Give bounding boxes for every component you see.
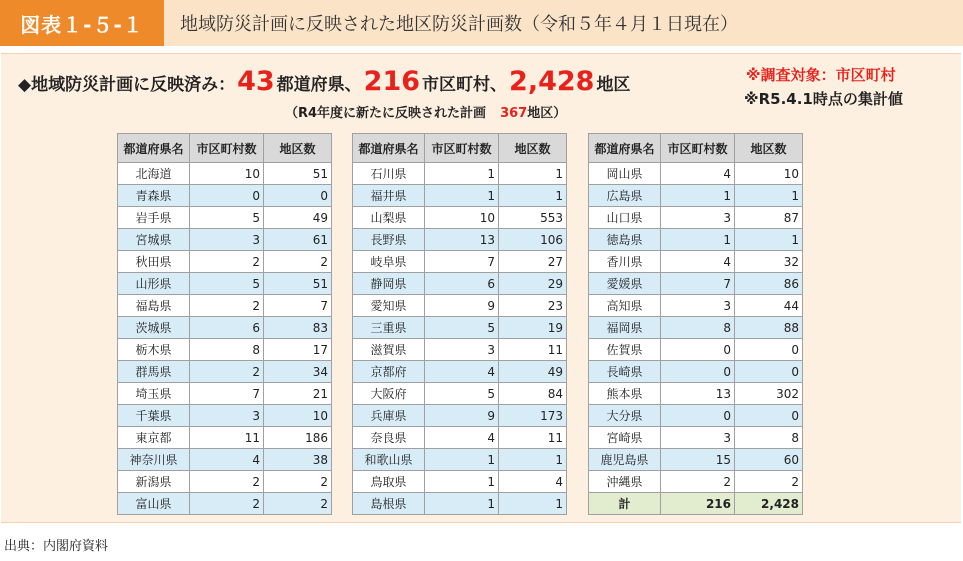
prefecture-cell: 秋田県 [118, 251, 190, 273]
table-row [118, 339, 332, 361]
prefecture-cell: 長野県 [353, 229, 425, 251]
prefecture-table-2 [352, 133, 567, 515]
municipality-count-cell: 2 [190, 295, 264, 317]
table-row [589, 449, 803, 471]
prefecture-cell: 三重県 [353, 317, 425, 339]
municipality-count-cell: 7 [661, 273, 735, 295]
district-count-cell: 1 [499, 449, 567, 471]
municipality-count-cell: 0 [661, 361, 735, 383]
district-count-cell: 49 [264, 207, 332, 229]
district-count-cell: 2 [264, 471, 332, 493]
prefecture-cell: 福島県 [118, 295, 190, 317]
prefecture-cell: 愛知県 [353, 295, 425, 317]
prefecture-table-1 [117, 133, 332, 515]
header-municipality-count: 市区町村数 [661, 134, 735, 163]
prefecture-count: 43 [237, 66, 275, 97]
prefecture-cell: 埼玉県 [118, 383, 190, 405]
district-count-cell: 84 [499, 383, 567, 405]
prefecture-cell: 茨城県 [118, 317, 190, 339]
municipality-count-cell: 6 [190, 317, 264, 339]
prefecture-cell: 福岡県 [589, 317, 661, 339]
table-row [589, 273, 803, 295]
header-prefecture: 都道府県名 [589, 134, 661, 163]
prefecture-cell: 熊本県 [589, 383, 661, 405]
prefecture-cell: 滋賀県 [353, 339, 425, 361]
district-count-cell: 1 [499, 163, 567, 185]
district-count-cell: 61 [264, 229, 332, 251]
survey-target-note: ※調査対象：市区町村 [746, 66, 896, 84]
municipality-count-cell: 1 [425, 471, 499, 493]
municipality-count-cell: 5 [190, 207, 264, 229]
table-row [353, 295, 567, 317]
municipality-count-cell: 3 [661, 427, 735, 449]
table-row [118, 317, 332, 339]
table-row [353, 361, 567, 383]
summary-subnote [285, 102, 566, 121]
municipality-count-cell: 3 [190, 405, 264, 427]
table-header-row [353, 134, 567, 163]
municipality-count-cell: 7 [425, 251, 499, 273]
municipality-count-cell: 5 [425, 383, 499, 405]
municipality-count-cell: 10 [425, 207, 499, 229]
prefecture-cell: 富山県 [118, 493, 190, 515]
district-count-cell: 2 [735, 471, 803, 493]
as-of-date-note: ※R5.4.1時点の集計値 [744, 90, 903, 108]
district-unit: 地区 [596, 75, 631, 95]
municipality-count-cell: 7 [190, 383, 264, 405]
table-row [118, 207, 332, 229]
municipality-count-cell: 8 [190, 339, 264, 361]
municipality-count-cell: 1 [425, 185, 499, 207]
table-row [353, 163, 567, 185]
municipality-count-cell: 0 [190, 185, 264, 207]
table-row [589, 427, 803, 449]
district-count-cell: 19 [499, 317, 567, 339]
prefecture-table-3 [588, 133, 803, 515]
header-district-count: 地区数 [735, 134, 803, 163]
header-municipality-count: 市区町村数 [190, 134, 264, 163]
district-count-cell: 38 [264, 449, 332, 471]
prefecture-cell: 和歌山県 [353, 449, 425, 471]
table-row [353, 449, 567, 471]
table-row [118, 163, 332, 185]
prefecture-cell: 鹿児島県 [589, 449, 661, 471]
table-row [589, 251, 803, 273]
summary-line [18, 66, 630, 97]
total-district-cell: 2,428 [735, 493, 803, 515]
prefecture-cell: 岡山県 [589, 163, 661, 185]
header-prefecture: 都道府県名 [353, 134, 425, 163]
prefecture-cell: 神奈川県 [118, 449, 190, 471]
prefecture-cell: 北海道 [118, 163, 190, 185]
district-count-cell: 86 [735, 273, 803, 295]
district-count-cell: 1 [499, 493, 567, 515]
municipality-count-cell: 0 [661, 405, 735, 427]
prefecture-unit: 都道府県、 [276, 75, 362, 95]
prefecture-cell: 徳島県 [589, 229, 661, 251]
table-row [589, 383, 803, 405]
table-row [353, 493, 567, 515]
table-row [118, 361, 332, 383]
table-row [353, 229, 567, 251]
table-row [118, 185, 332, 207]
municipality-count-cell: 11 [190, 427, 264, 449]
municipality-count-cell: 9 [425, 405, 499, 427]
prefecture-cell: 広島県 [589, 185, 661, 207]
district-count-cell: 8 [735, 427, 803, 449]
table-row [589, 163, 803, 185]
district-count-cell: 32 [735, 251, 803, 273]
municipality-count-cell: 2 [190, 471, 264, 493]
district-count: 2,428 [509, 66, 595, 97]
prefecture-cell: 長崎県 [589, 361, 661, 383]
district-count-cell: 49 [499, 361, 567, 383]
municipality-count-cell: 13 [425, 229, 499, 251]
table-row [589, 471, 803, 493]
table-row [589, 185, 803, 207]
table-row [353, 317, 567, 339]
municipality-count-cell: 9 [425, 295, 499, 317]
municipality-count: 216 [363, 66, 421, 97]
district-count-cell: 29 [499, 273, 567, 295]
district-count-cell: 83 [264, 317, 332, 339]
municipality-count-cell: 4 [661, 163, 735, 185]
table-row [118, 405, 332, 427]
total-row [589, 493, 803, 515]
table-row [353, 251, 567, 273]
municipality-count-cell: 4 [661, 251, 735, 273]
district-count-cell: 2 [264, 493, 332, 515]
district-count-cell: 4 [499, 471, 567, 493]
prefecture-cell: 栃木県 [118, 339, 190, 361]
prefecture-cell: 東京都 [118, 427, 190, 449]
municipality-count-cell: 5 [190, 273, 264, 295]
table-row [589, 295, 803, 317]
table-row [589, 317, 803, 339]
prefecture-cell: 愛媛県 [589, 273, 661, 295]
table-row [353, 339, 567, 361]
table-row [589, 339, 803, 361]
municipality-count-cell: 3 [190, 229, 264, 251]
district-count-cell: 17 [264, 339, 332, 361]
municipality-count-cell: 2 [190, 361, 264, 383]
district-count-cell: 27 [499, 251, 567, 273]
prefecture-cell: 山口県 [589, 207, 661, 229]
header-bar [0, 0, 963, 46]
municipality-count-cell: 0 [661, 339, 735, 361]
prefecture-cell: 香川県 [589, 251, 661, 273]
figure-number-badge: 図表１-５-１ [0, 0, 164, 46]
prefecture-cell: 岩手県 [118, 207, 190, 229]
header-municipality-count: 市区町村数 [425, 134, 499, 163]
district-count-cell: 23 [499, 295, 567, 317]
table-row [353, 427, 567, 449]
prefecture-cell: 山形県 [118, 273, 190, 295]
prefecture-cell: 山梨県 [353, 207, 425, 229]
table-row [118, 251, 332, 273]
page-title: 地域防災計画に反映された地区防災計画数（令和５年４月１日現在） [180, 14, 738, 35]
municipality-count-cell: 2 [190, 493, 264, 515]
prefecture-cell: 鳥取県 [353, 471, 425, 493]
district-count-cell: 60 [735, 449, 803, 471]
municipality-count-cell: 15 [661, 449, 735, 471]
table-row [353, 471, 567, 493]
municipality-count-cell: 10 [190, 163, 264, 185]
district-count-cell: 11 [499, 339, 567, 361]
municipality-count-cell: 3 [425, 339, 499, 361]
district-count-cell: 0 [735, 361, 803, 383]
district-count-cell: 1 [735, 185, 803, 207]
district-count-cell: 11 [499, 427, 567, 449]
prefecture-cell: 大阪府 [353, 383, 425, 405]
table-row [353, 383, 567, 405]
municipality-count-cell: 1 [425, 163, 499, 185]
table-row [353, 185, 567, 207]
municipality-unit: 市区町村、 [422, 75, 508, 95]
table-row [118, 273, 332, 295]
prefecture-cell: 島根県 [353, 493, 425, 515]
district-count-cell: 87 [735, 207, 803, 229]
table-row [353, 273, 567, 295]
table-row [589, 361, 803, 383]
subnote-text: （R4年度に新たに反映された計画 [285, 106, 487, 121]
table-row [118, 427, 332, 449]
district-count-cell: 302 [735, 383, 803, 405]
district-count-cell: 106 [499, 229, 567, 251]
table-header-row [118, 134, 332, 163]
district-count-cell: 553 [499, 207, 567, 229]
prefecture-cell: 静岡県 [353, 273, 425, 295]
municipality-count-cell: 5 [425, 317, 499, 339]
prefecture-cell: 福井県 [353, 185, 425, 207]
prefecture-cell: 京都府 [353, 361, 425, 383]
municipality-count-cell: 2 [661, 471, 735, 493]
municipality-count-cell: 6 [425, 273, 499, 295]
table-row [589, 207, 803, 229]
table-row [589, 405, 803, 427]
prefecture-cell: 奈良県 [353, 427, 425, 449]
municipality-count-cell: 2 [190, 251, 264, 273]
municipality-count-cell: 1 [661, 229, 735, 251]
district-count-cell: 0 [735, 339, 803, 361]
prefecture-cell: 石川県 [353, 163, 425, 185]
table-row [118, 493, 332, 515]
district-count-cell: 10 [735, 163, 803, 185]
district-count-cell: 1 [735, 229, 803, 251]
header-district-count: 地区数 [499, 134, 567, 163]
district-count-cell: 0 [735, 405, 803, 427]
subnote-unit: 地区） [527, 106, 567, 121]
table-row [589, 229, 803, 251]
prefecture-cell: 沖縄県 [589, 471, 661, 493]
municipality-count-cell: 3 [661, 207, 735, 229]
municipality-count-cell: 4 [425, 427, 499, 449]
table-header-row [589, 134, 803, 163]
district-count-cell: 173 [499, 405, 567, 427]
municipality-count-cell: 13 [661, 383, 735, 405]
prefecture-cell: 群馬県 [118, 361, 190, 383]
municipality-count-cell: 4 [190, 449, 264, 471]
municipality-count-cell: 4 [425, 361, 499, 383]
source-note: 出典：内閣府資料 [4, 539, 109, 554]
district-count-cell: 21 [264, 383, 332, 405]
prefecture-cell: 兵庫県 [353, 405, 425, 427]
prefecture-cell: 高知県 [589, 295, 661, 317]
district-count-cell: 2 [264, 251, 332, 273]
table-row [118, 229, 332, 251]
municipality-count-cell: 1 [425, 449, 499, 471]
table-row [353, 207, 567, 229]
table-row [118, 449, 332, 471]
prefecture-cell: 大分県 [589, 405, 661, 427]
prefecture-cell: 岐阜県 [353, 251, 425, 273]
municipality-count-cell: 3 [661, 295, 735, 317]
prefecture-cell: 千葉県 [118, 405, 190, 427]
district-count-cell: 10 [264, 405, 332, 427]
total-label-cell: 計 [589, 493, 661, 515]
subnote-count: 367 [500, 106, 528, 121]
prefecture-cell: 宮城県 [118, 229, 190, 251]
district-count-cell: 44 [735, 295, 803, 317]
district-count-cell: 1 [499, 185, 567, 207]
district-count-cell: 186 [264, 427, 332, 449]
district-count-cell: 51 [264, 273, 332, 295]
municipality-count-cell: 1 [661, 185, 735, 207]
municipality-count-cell: 1 [425, 493, 499, 515]
prefecture-cell: 佐賀県 [589, 339, 661, 361]
district-count-cell: 34 [264, 361, 332, 383]
table-row [118, 383, 332, 405]
municipality-count-cell: 8 [661, 317, 735, 339]
prefecture-cell: 青森県 [118, 185, 190, 207]
prefecture-cell: 新潟県 [118, 471, 190, 493]
total-municipality-cell: 216 [661, 493, 735, 515]
district-count-cell: 7 [264, 295, 332, 317]
table-row [118, 471, 332, 493]
table-row [353, 405, 567, 427]
prefecture-cell: 宮崎県 [589, 427, 661, 449]
summary-prefix: ◆地域防災計画に反映済み： [18, 75, 236, 95]
table-row [118, 295, 332, 317]
header-prefecture: 都道府県名 [118, 134, 190, 163]
district-count-cell: 51 [264, 163, 332, 185]
header-district-count: 地区数 [264, 134, 332, 163]
district-count-cell: 88 [735, 317, 803, 339]
district-count-cell: 0 [264, 185, 332, 207]
